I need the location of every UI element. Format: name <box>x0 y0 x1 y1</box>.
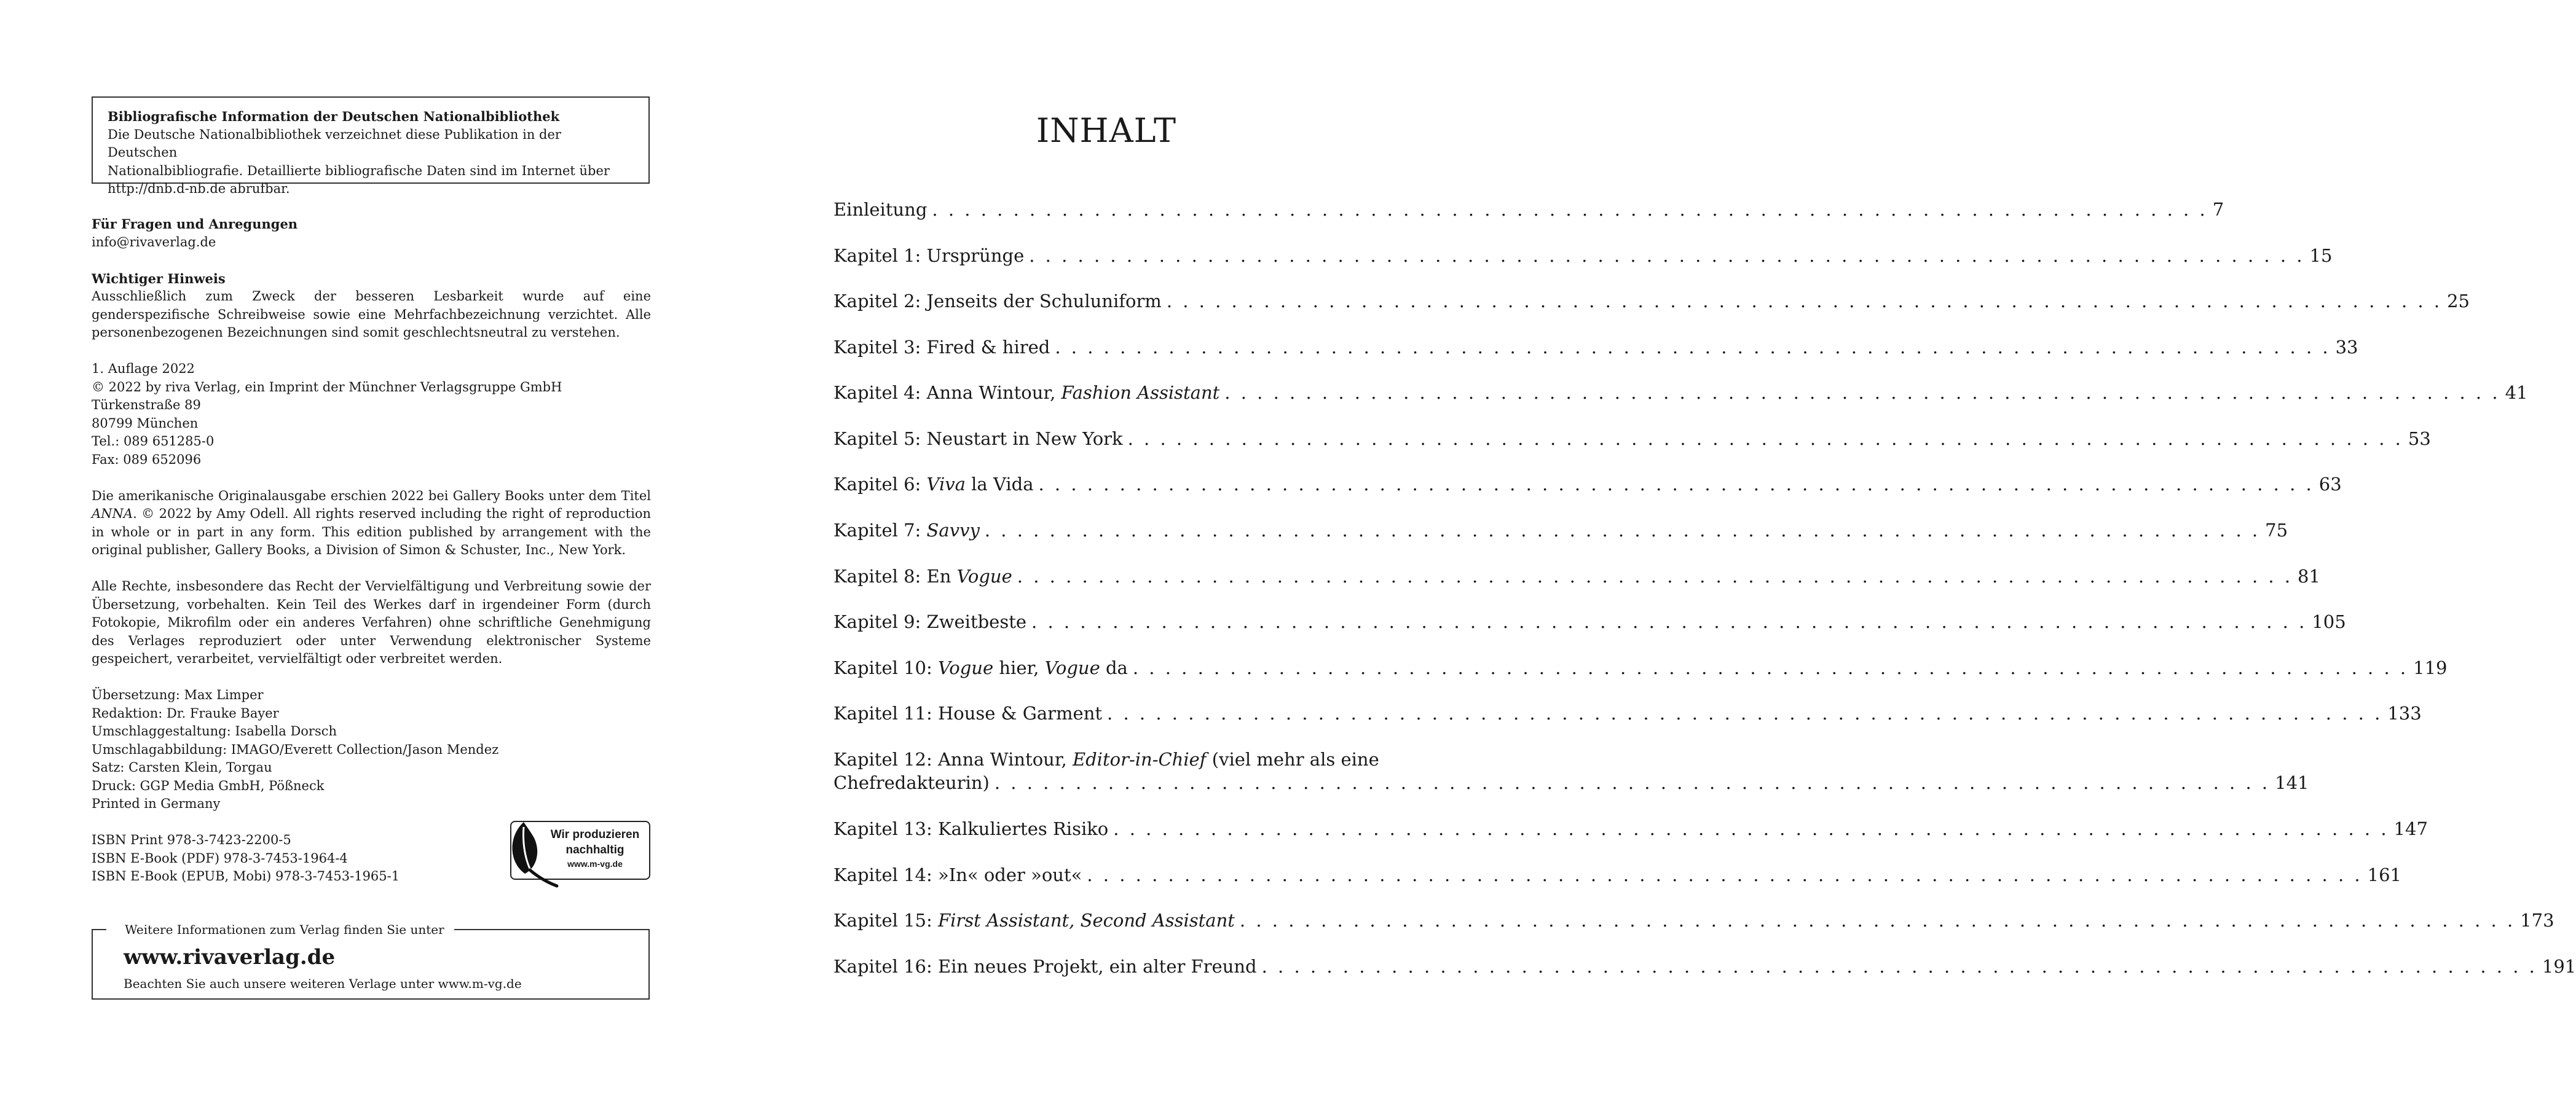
bibliographic-info-box <box>92 96 650 196</box>
badge-url: www.m-vg.de <box>567 859 623 869</box>
toc-entry[interactable] <box>833 335 2358 359</box>
toc-page-number: 141 <box>2275 772 2309 793</box>
isbn-line: ISBN E-Book (EPUB, Mobi) 978-3-7453-1965-1 <box>92 869 400 883</box>
isbn-line: ISBN E-Book (PDF) 978-3-7453-1964-4 <box>92 850 348 866</box>
toc-leader-dots <box>1017 564 2293 589</box>
credit-line: Druck: GGP Media GmbH, Pößneck <box>92 778 325 793</box>
toc-page-number: 25 <box>2447 291 2470 311</box>
imprint-page <box>0 0 738 1093</box>
toc-leader-dots <box>1031 609 2307 634</box>
bib-line: Die Deutsche Nationalbibliothek verzeichnet diese Publikation in der Deutschen <box>108 127 561 160</box>
edition-line: Türkenstraße 89 <box>92 398 201 412</box>
toc-entry[interactable] <box>833 564 2320 589</box>
toc-entry-title: Kapitel 4: Anna Wintour, Fashion Assistant <box>833 382 1220 403</box>
toc-page-number: 41 <box>2505 382 2528 403</box>
badge-text <box>543 827 647 870</box>
toc-leader-dots <box>1240 908 2515 933</box>
credit-line: Umschlaggestaltung: Isabella Dorsch <box>92 724 337 738</box>
toc-entry-title: Kapitel 10: Vogue hier, Vogue da <box>833 657 1128 678</box>
toc-page-number: 81 <box>2298 566 2320 587</box>
toc-page-number: 161 <box>2367 864 2402 885</box>
toc-entry[interactable] <box>833 701 2422 726</box>
toc-title: INHALT <box>1036 111 1177 150</box>
toc-leader-dots <box>995 770 2270 795</box>
contents-page <box>738 0 2576 1093</box>
toc-leader-dots <box>1055 335 2330 359</box>
badge-line2: nachhaltig <box>565 844 624 856</box>
toc-entry-title-continued: Chefredakteurin) <box>833 772 990 793</box>
toc-entry[interactable] <box>833 197 2224 222</box>
publisher-url[interactable]: www.rivaverlag.de <box>124 945 336 970</box>
contact-block <box>92 215 651 886</box>
sustainability-badge <box>510 821 650 880</box>
toc-page-number: 173 <box>2520 910 2554 931</box>
bib-line: Nationalbibliografie. Detaillierte bibliografische Daten sind im Internet über <box>108 163 610 178</box>
bib-line: http://dnb.d-nb.de abrufbar. <box>108 181 290 196</box>
toc-page-number: 15 <box>2309 245 2333 266</box>
edition-line: 1. Auflage 2022 <box>92 361 195 376</box>
toc-page-number: 105 <box>2312 611 2346 632</box>
publisher-more-text: Beachten Sie auch unsere weiteren Verlage unter www.m-vg.de <box>124 976 522 991</box>
toc-leader-dots <box>1107 701 2382 726</box>
edition-line: Fax: 089 652096 <box>92 452 202 467</box>
toc-page-number: 75 <box>2265 520 2288 541</box>
edition-line: © 2022 by riva Verlag, ein Imprint der Münchner Verlagsgruppe GmbH <box>92 379 562 394</box>
toc-page-number: 119 <box>2413 657 2448 678</box>
toc-page-number: 147 <box>2393 818 2428 839</box>
toc-entry[interactable] <box>833 518 2288 543</box>
toc-entry-title: Kapitel 14: »In« oder »out« <box>833 864 1082 885</box>
toc-entry-title: Kapitel 1: Ursprünge <box>833 245 1025 266</box>
toc-entry[interactable] <box>833 817 2428 841</box>
contact-heading: Für Fragen und Anregungen <box>92 216 298 232</box>
toc-entry-title: Kapitel 7: Savvy <box>833 520 980 541</box>
original-title: ANNA <box>92 506 133 521</box>
toc-entry-title: Kapitel 15: First Assistant, Second Assistant <box>833 910 1235 931</box>
notice-text: Ausschließlich zum Zweck der besseren Lesbarkeit wurde auf eine genderspezifische Schreibweise sowie eine Mehrfachbezeichnung verzichtet. Alle personenbezogenen Bezeichnungen sind somit geschlechtsneutral zu verstehen. <box>92 289 651 340</box>
toc-page-number: 7 <box>2212 199 2224 220</box>
credits-block <box>92 686 651 813</box>
rights-text: Alle Rechte, insbesondere das Recht der Vervielfältigung und Verbreitung sowie der Übersetzung, vorbehalten. Kein Teil des Werkes darf in irgendeiner Form (durch Fotokopie, Mikrofilm oder ein anderes Verfahren) ohne schriftliche Genehmigung des Verlages reproduziert oder unter Verwendung elektronischer Systeme gespeichert, verarbeitet, vervielfältigt oder verbreitet werden. <box>92 579 651 666</box>
toc-leader-dots <box>1167 289 2442 313</box>
toc-leader-dots <box>1224 380 2500 405</box>
toc-entry[interactable] <box>833 380 2528 405</box>
toc-entry-title: Kapitel 12: Anna Wintour, Editor-in-Chief (viel mehr als eine <box>833 749 1379 770</box>
toc-entry-title: Kapitel 9: Zweitbeste <box>833 611 1027 632</box>
toc-entry-title: Kapitel 2: Jenseits der Schuluniform <box>833 291 1162 311</box>
toc-entry-title: Kapitel 3: Fired & hired <box>833 337 1050 358</box>
toc-entry-title: Kapitel 16: Ein neues Projekt, ein alter Freund <box>833 956 1257 977</box>
credit-line: Umschlagabbildung: IMAGO/Everett Collection/Jason Mendez <box>92 742 499 757</box>
toc-entry-title: Kapitel 13: Kalkuliertes Risiko <box>833 818 1109 839</box>
toc-page-number: 191 <box>2542 956 2576 977</box>
toc-page-number: 33 <box>2335 337 2358 358</box>
toc-leader-dots <box>1128 426 2403 451</box>
toc-entry-title: Kapitel 5: Neustart in New York <box>833 428 1123 449</box>
toc-entry-title: Einleitung <box>833 199 928 220</box>
credit-line: Printed in Germany <box>92 796 221 811</box>
toc-entry[interactable] <box>833 289 2470 313</box>
toc-page-number: 133 <box>2387 703 2422 724</box>
toc-leader-dots <box>1087 863 2362 887</box>
notice-heading: Wichtiger Hinweis <box>92 270 226 286</box>
toc-entry[interactable] <box>833 243 2333 268</box>
publisher-legend: Weitere Informationen zum Verlag finden Sie unter <box>106 920 454 939</box>
toc-leader-dots <box>1262 954 2537 979</box>
toc-leader-dots <box>985 518 2260 543</box>
toc-entry-title: Kapitel 11: House & Garment <box>833 703 1103 724</box>
toc-leader-dots <box>1039 472 2314 496</box>
toc-entry[interactable] <box>833 426 2431 451</box>
edition-line: Tel.: 089 651285-0 <box>92 434 215 449</box>
toc-entry[interactable] <box>833 472 2342 496</box>
toc-entry[interactable] <box>833 747 2309 795</box>
toc-entry[interactable] <box>833 908 2554 933</box>
contact-email: info@rivaverlag.de <box>92 234 216 249</box>
toc-entry-title: Kapitel 6: Viva la Vida <box>833 474 1034 495</box>
toc-leader-dots <box>1029 243 2304 268</box>
toc-page-number: 63 <box>2318 474 2342 495</box>
publisher-info-box <box>92 922 650 1000</box>
toc-leader-dots <box>932 197 2207 222</box>
toc-entry[interactable] <box>833 863 2402 887</box>
original-edition-text: Die amerikanische Originalausgabe erschien 2022 bei Gallery Books unter dem Titel ANNA. © 2022 by Amy Odell. All rights reserved including the right of reproduction in whole or in part in any form. This edition published by arrangement with the original publisher, Gallery Books, a Division of Simon & Schuster, Inc., New York. <box>92 488 651 557</box>
credit-line: Redaktion: Dr. Frauke Bayer <box>92 705 279 721</box>
toc-entry[interactable] <box>833 954 2576 979</box>
toc-entry[interactable] <box>833 609 2346 634</box>
isbn-line: ISBN Print 978-3-7423-2200-5 <box>92 832 291 847</box>
toc-leader-dots <box>1133 656 2408 680</box>
bib-heading: Bibliografische Information der Deutschen Nationalbibliothek <box>108 109 560 124</box>
toc-entry[interactable] <box>833 656 2448 680</box>
credit-line: Übersetzung: Max Limper <box>92 688 264 702</box>
toc-page-number: 53 <box>2408 428 2431 449</box>
credit-line: Satz: Carsten Klein, Torgau <box>92 760 272 775</box>
badge-line1: Wir produzieren <box>550 828 640 841</box>
toc-entry-title: Kapitel 8: En Vogue <box>833 566 1012 587</box>
edition-block <box>92 360 651 469</box>
toc-leader-dots <box>1113 817 2389 841</box>
edition-line: 80799 München <box>92 415 199 431</box>
